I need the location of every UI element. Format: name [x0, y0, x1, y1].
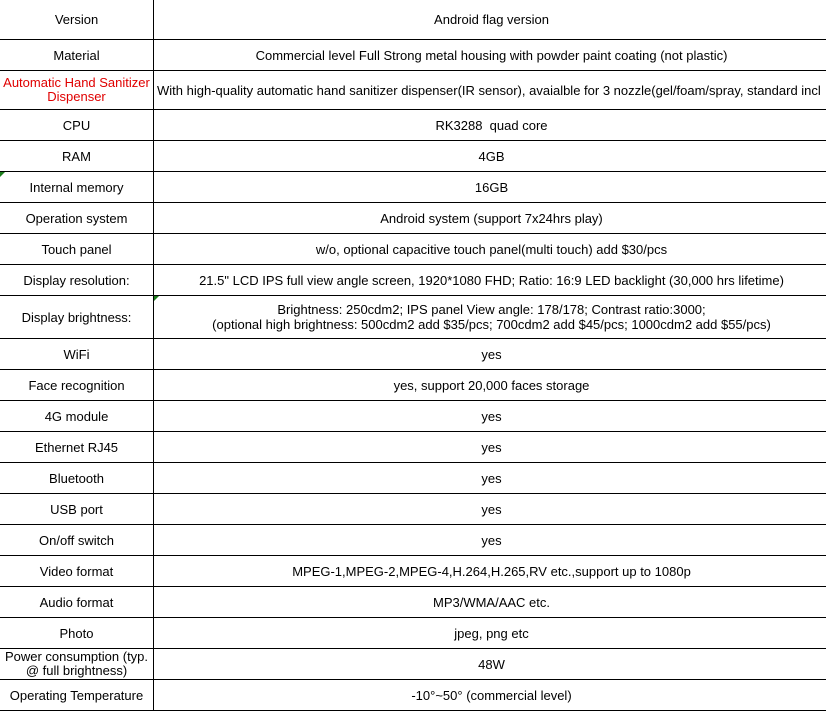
table-row	[0, 0, 826, 40]
table-row	[0, 296, 826, 339]
table-row	[0, 587, 826, 618]
row-value-display-brightness	[154, 296, 826, 339]
table-row	[0, 234, 826, 265]
row-value-cpu: RK3288 quad core	[154, 110, 826, 141]
row-label-display-brightness: Display brightness:	[0, 296, 154, 339]
row-label-video-format: Video format	[0, 556, 154, 587]
row-value-operating-temperature: -10°~50° (commercial level)	[154, 680, 826, 711]
row-value-photo: jpeg, png etc	[154, 618, 826, 649]
row-label-version: Version	[0, 0, 154, 40]
table-row	[0, 172, 826, 203]
row-value-power-consumption: 48W	[154, 649, 826, 680]
row-value-face-recognition: yes, support 20,000 faces storage	[154, 370, 826, 401]
row-value-operation-system: Android system (support 7x24hrs play)	[154, 203, 826, 234]
table-row	[0, 649, 826, 680]
row-label-display-resolution: Display resolution:	[0, 265, 154, 296]
table-row	[0, 370, 826, 401]
table-row	[0, 401, 826, 432]
brightness-line-1: Brightness: 250cdm2; IPS panel View angle: 178/178; Contrast ratio:3000;	[277, 302, 706, 317]
row-value-video-format: MPEG-1,MPEG-2,MPEG-4,H.264,H.265,RV etc.,support up to 1080p	[154, 556, 826, 587]
table-row	[0, 556, 826, 587]
row-label-bluetooth: Bluetooth	[0, 463, 154, 494]
row-label-internal-memory: Internal memory	[0, 172, 154, 203]
row-value-on-off-switch: yes	[154, 525, 826, 556]
row-label-audio-format: Audio format	[0, 587, 154, 618]
table-row	[0, 525, 826, 556]
row-label-photo: Photo	[0, 618, 154, 649]
row-value-audio-format: MP3/WMA/AAC etc.	[154, 587, 826, 618]
row-value-bluetooth: yes	[154, 463, 826, 494]
table-row	[0, 339, 826, 370]
row-value-internal-memory: 16GB	[154, 172, 826, 203]
table-row	[0, 432, 826, 463]
row-value-touch-panel: w/o, optional capacitive touch panel(multi touch) add $30/pcs	[154, 234, 826, 265]
table-row	[0, 463, 826, 494]
table-row	[0, 680, 826, 711]
row-label-face-recognition: Face recognition	[0, 370, 154, 401]
row-value-ethernet: yes	[154, 432, 826, 463]
row-label-power-consumption: Power consumption (typ. @ full brightness)	[0, 649, 154, 680]
row-label-4g-module: 4G module	[0, 401, 154, 432]
row-label-ethernet: Ethernet RJ45	[0, 432, 154, 463]
row-value-display-resolution: 21.5" LCD IPS full view angle screen, 1920*1080 FHD; Ratio: 16:9 LED backlight (30,000 hrs lifetime)	[154, 265, 826, 296]
table-row	[0, 203, 826, 234]
row-label-touch-panel: Touch panel	[0, 234, 154, 265]
row-value-version: Android flag version	[154, 0, 826, 40]
table-row	[0, 265, 826, 296]
row-label-ram: RAM	[0, 141, 154, 172]
row-value-sanitizer: With high-quality automatic hand sanitizer dispenser(IR sensor), avaialble for 3 nozzle(gel/foam/spray, standard incl	[154, 71, 826, 110]
row-label-operation-system: Operation system	[0, 203, 154, 234]
row-value-material: Commercial level Full Strong metal housing with powder paint coating (not plastic)	[154, 40, 826, 71]
row-label-material: Material	[0, 40, 154, 71]
table-row	[0, 71, 826, 110]
table-row	[0, 494, 826, 525]
row-label-usb-port: USB port	[0, 494, 154, 525]
row-label-sanitizer: Automatic Hand Sanitizer Dispenser	[0, 71, 154, 110]
row-label-on-off-switch: On/off switch	[0, 525, 154, 556]
brightness-line-2: (optional high brightness: 500cdm2 add $35/pcs; 700cdm2 add $45/pcs; 1000cdm2 add $55/pcs)	[212, 317, 771, 332]
row-value-ram: 4GB	[154, 141, 826, 172]
row-label-operating-temperature: Operating Temperature	[0, 680, 154, 711]
row-value-wifi: yes	[154, 339, 826, 370]
table-row	[0, 110, 826, 141]
table-row	[0, 618, 826, 649]
table-row	[0, 40, 826, 71]
row-label-cpu: CPU	[0, 110, 154, 141]
row-label-wifi: WiFi	[0, 339, 154, 370]
table-row	[0, 141, 826, 172]
row-value-4g-module: yes	[154, 401, 826, 432]
row-value-usb-port: yes	[154, 494, 826, 525]
